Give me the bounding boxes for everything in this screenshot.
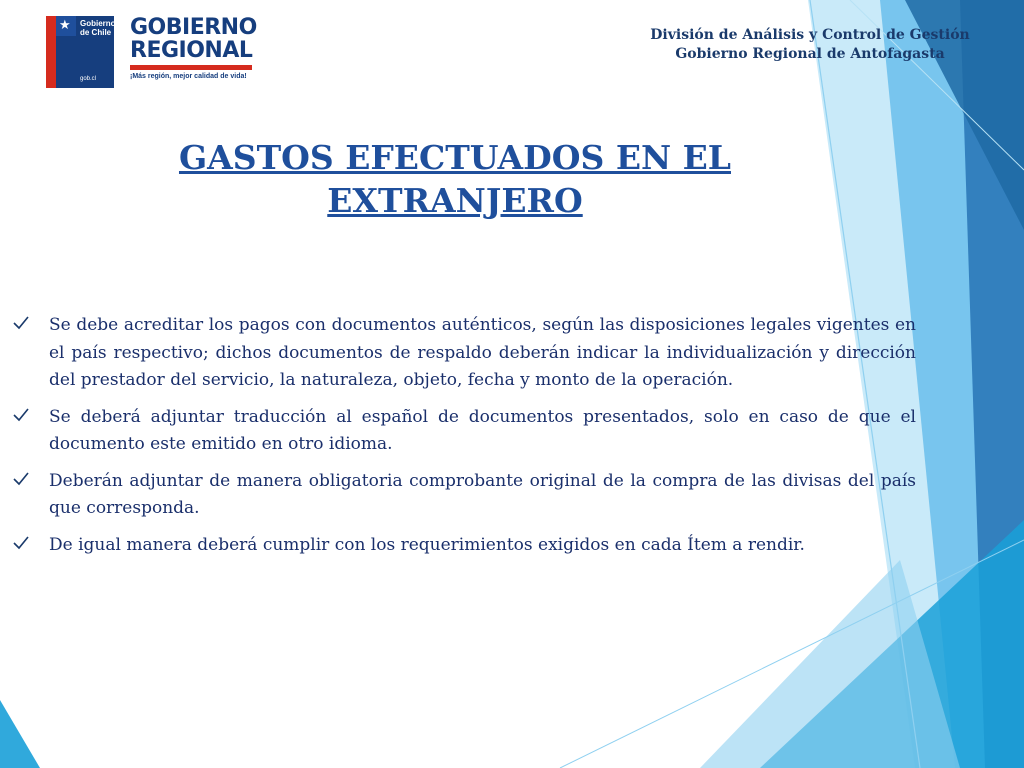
checkmark-icon xyxy=(12,406,30,424)
bullet-list xyxy=(10,312,916,568)
logo-slogan: ¡Más región, mejor calidad de vida! xyxy=(130,73,247,80)
gob-domain: gob.cl xyxy=(80,76,97,82)
logo-name-line1: GOBIERNO xyxy=(130,15,257,40)
organization-division: División de Análisis y Control de Gestión xyxy=(650,27,970,43)
deco-left-teal-sliver xyxy=(0,700,40,768)
slide-title-line1: GASTOS EFECTUADOS EN EL xyxy=(178,138,731,177)
gob-label-line1: Gobierno xyxy=(80,19,116,28)
checkmark-icon xyxy=(12,470,30,488)
checkmark-icon xyxy=(12,314,30,332)
bullet-item xyxy=(10,532,916,560)
bullet-item xyxy=(10,312,916,395)
flag-red-stripe xyxy=(46,16,56,88)
bullet-text: Deberán adjuntar de manera obligatoria comprobante original de la compra de las divisas del país que corresponda. xyxy=(49,470,916,518)
logo-red-bar xyxy=(130,65,252,70)
gobierno-regional-logo xyxy=(46,15,257,88)
gobierno-de-chile-badge xyxy=(46,16,114,88)
logo-wordmark xyxy=(130,15,257,80)
checkmark-icon xyxy=(12,534,30,552)
bullet-text: Se debe acreditar los pagos con documentos auténticos, según las disposiciones legales vigentes en el país respectivo; dichos documentos de respaldo deberán indicar la individualización y dirección del prestador del servicio, la naturaleza, objeto, fecha y monto de la operación. xyxy=(49,315,916,390)
organization-header xyxy=(600,26,1020,64)
gob-label-line2: de Chile xyxy=(80,28,112,37)
bullet-text: De igual manera deberá cumplir con los requerimientos exigidos en cada Ítem a rendir. xyxy=(49,534,805,555)
bullet-text: Se deberá adjuntar traducción al español de documentos presentados, solo en caso de que el documento este emitido en otro idioma. xyxy=(49,406,916,454)
bullet-item xyxy=(10,404,916,459)
slide-title-line2: EXTRANJERO xyxy=(327,181,583,220)
slide-title xyxy=(160,136,750,222)
bullet-item xyxy=(10,468,916,523)
organization-name: Gobierno Regional de Antofagasta xyxy=(675,46,945,62)
star-icon: ★ xyxy=(59,18,71,33)
logo-name-line2: REGIONAL xyxy=(130,38,253,63)
